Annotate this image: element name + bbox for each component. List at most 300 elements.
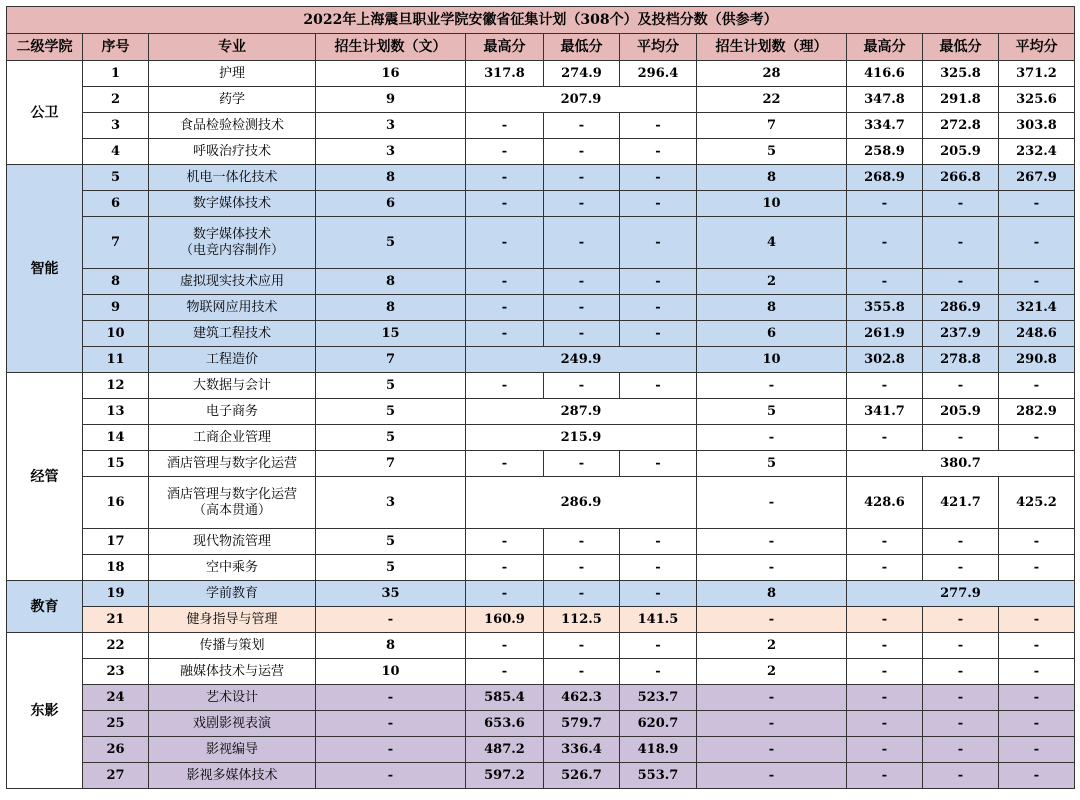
wen-avg-score: - [620, 659, 697, 685]
wen-avg-score: - [620, 295, 697, 321]
major-label: 现代物流管理 [192, 533, 271, 549]
major-name [149, 607, 316, 633]
plan-li: 2 [697, 269, 847, 295]
wen-avg-score: 523.7 [620, 685, 697, 711]
li-avg-score: 325.6 [999, 87, 1075, 113]
table-row [7, 113, 1075, 139]
major-label: 数字媒体技术 [192, 226, 271, 242]
table-row [7, 87, 1075, 113]
wen-score-merged: 207.9 [466, 87, 697, 113]
li-max-score: - [847, 191, 923, 217]
table-row [7, 61, 1075, 87]
plan-li: - [697, 529, 847, 555]
wen-avg-score: - [620, 113, 697, 139]
plan-li: 5 [697, 399, 847, 425]
major-name [149, 737, 316, 763]
plan-wen: 5 [316, 529, 466, 555]
li-max-score: - [847, 373, 923, 399]
major-name [149, 685, 316, 711]
plan-li: 22 [697, 87, 847, 113]
plan-li: 10 [697, 347, 847, 373]
plan-wen: - [316, 711, 466, 737]
plan-wen: 5 [316, 217, 466, 269]
li-min-score: 278.8 [923, 347, 999, 373]
table-row [7, 737, 1075, 763]
major-label: 影视多媒体技术 [186, 767, 278, 783]
wen-min-score: - [544, 165, 620, 191]
wen-avg-score: 296.4 [620, 61, 697, 87]
major-label: 融媒体技术与运营 [179, 663, 284, 679]
wen-score-merged: 215.9 [466, 425, 697, 451]
major-name [149, 191, 316, 217]
li-avg-score: - [999, 425, 1075, 451]
row-index: 4 [83, 139, 149, 165]
li-min-score: 272.8 [923, 113, 999, 139]
plan-li: 7 [697, 113, 847, 139]
header-plan-li: 招生计划数（理） [697, 34, 847, 61]
wen-score-merged: 286.9 [466, 477, 697, 529]
plan-wen: 3 [316, 477, 466, 529]
row-index: 2 [83, 87, 149, 113]
major-name [149, 451, 316, 477]
li-max-score: 302.8 [847, 347, 923, 373]
li-max-score: 428.6 [847, 477, 923, 529]
wen-max-score: - [466, 191, 544, 217]
wen-avg-score: - [620, 451, 697, 477]
major-name [149, 217, 316, 269]
college-name: 公卫 [7, 61, 83, 165]
header-plan-wen: 招生计划数（文） [316, 34, 466, 61]
plan-wen: - [316, 607, 466, 633]
plan-li: - [697, 711, 847, 737]
wen-avg-score: 418.9 [620, 737, 697, 763]
plan-li: 28 [697, 61, 847, 87]
li-max-score: 347.8 [847, 87, 923, 113]
major-name [149, 425, 316, 451]
wen-avg-score: - [620, 191, 697, 217]
major-name [149, 711, 316, 737]
row-index: 11 [83, 347, 149, 373]
li-max-score: - [847, 607, 923, 633]
wen-min-score: - [544, 451, 620, 477]
wen-avg-score: - [620, 373, 697, 399]
li-min-score: - [923, 555, 999, 581]
li-min-score: 237.9 [923, 321, 999, 347]
plan-wen: 7 [316, 451, 466, 477]
major-sublabel: （电竞内容制作） [179, 242, 284, 258]
li-min-score: - [923, 373, 999, 399]
wen-avg-score: - [620, 633, 697, 659]
plan-li: 8 [697, 295, 847, 321]
table-row [7, 607, 1075, 633]
wen-min-score: 112.5 [544, 607, 620, 633]
li-min-score: - [923, 685, 999, 711]
plan-wen: - [316, 737, 466, 763]
major-name [149, 555, 316, 581]
li-min-score: - [923, 763, 999, 789]
major-label: 电子商务 [205, 403, 258, 419]
table-row [7, 399, 1075, 425]
plan-li: - [697, 555, 847, 581]
plan-li: 8 [697, 165, 847, 191]
plan-wen: 5 [316, 399, 466, 425]
li-avg-score: 232.4 [999, 139, 1075, 165]
plan-wen: 9 [316, 87, 466, 113]
row-index: 5 [83, 165, 149, 191]
plan-li: 2 [697, 659, 847, 685]
wen-avg-score: - [620, 555, 697, 581]
major-name [149, 113, 316, 139]
row-index: 16 [83, 477, 149, 529]
major-label: 酒店管理与数字化运营 [166, 486, 297, 502]
li-min-score: 325.8 [923, 61, 999, 87]
table-row [7, 269, 1075, 295]
table-row [7, 425, 1075, 451]
row-index: 12 [83, 373, 149, 399]
li-min-score: - [923, 633, 999, 659]
table-row [7, 139, 1075, 165]
li-avg-score: - [999, 737, 1075, 763]
major-label: 工商企业管理 [192, 429, 271, 445]
li-avg-score: 425.2 [999, 477, 1075, 529]
li-max-score: - [847, 529, 923, 555]
table-row [7, 477, 1075, 529]
row-index: 22 [83, 633, 149, 659]
major-name [149, 581, 316, 607]
li-max-score: - [847, 763, 923, 789]
plan-li: 5 [697, 451, 847, 477]
li-avg-score: - [999, 607, 1075, 633]
table-row [7, 711, 1075, 737]
row-index: 1 [83, 61, 149, 87]
row-index: 18 [83, 555, 149, 581]
table-row [7, 685, 1075, 711]
row-index: 19 [83, 581, 149, 607]
li-max-score: - [847, 217, 923, 269]
li-min-score: 291.8 [923, 87, 999, 113]
table-row [7, 763, 1075, 789]
plan-wen: 15 [316, 321, 466, 347]
plan-li: 6 [697, 321, 847, 347]
plan-li: 4 [697, 217, 847, 269]
plan-wen: 8 [316, 633, 466, 659]
wen-min-score: 336.4 [544, 737, 620, 763]
li-min-score: 266.8 [923, 165, 999, 191]
li-min-score: - [923, 607, 999, 633]
li-min-score: 205.9 [923, 139, 999, 165]
college-name: 智能 [7, 165, 83, 373]
li-max-score: - [847, 711, 923, 737]
wen-max-score: - [466, 113, 544, 139]
li-avg-score: - [999, 659, 1075, 685]
li-avg-score: 321.4 [999, 295, 1075, 321]
row-index: 13 [83, 399, 149, 425]
header-min-wen: 最低分 [544, 34, 620, 61]
plan-li: 10 [697, 191, 847, 217]
wen-min-score: - [544, 217, 620, 269]
wen-min-score: - [544, 191, 620, 217]
li-min-score: - [923, 269, 999, 295]
plan-wen: 8 [316, 295, 466, 321]
table-row [7, 321, 1075, 347]
plan-li: 2 [697, 633, 847, 659]
header-min-li: 最低分 [923, 34, 999, 61]
plan-li: 5 [697, 139, 847, 165]
li-max-score: - [847, 269, 923, 295]
li-min-score: - [923, 217, 999, 269]
li-max-score: - [847, 425, 923, 451]
wen-max-score: - [466, 659, 544, 685]
plan-li: - [697, 373, 847, 399]
wen-score-merged: 287.9 [466, 399, 697, 425]
li-min-score: 286.9 [923, 295, 999, 321]
row-index: 27 [83, 763, 149, 789]
plan-wen: 3 [316, 113, 466, 139]
major-name [149, 321, 316, 347]
table-row [7, 295, 1075, 321]
li-max-score: 258.9 [847, 139, 923, 165]
major-name [149, 477, 316, 529]
major-label: 工程造价 [205, 351, 258, 367]
li-max-score: 355.8 [847, 295, 923, 321]
table-row [7, 347, 1075, 373]
plan-wen: 6 [316, 191, 466, 217]
li-score-merged: 380.7 [847, 451, 1075, 477]
table-row [7, 191, 1075, 217]
header-major: 专业 [149, 34, 316, 61]
major-name [149, 87, 316, 113]
plan-wen: 8 [316, 165, 466, 191]
wen-max-score: - [466, 451, 544, 477]
li-min-score: 205.9 [923, 399, 999, 425]
li-min-score: - [923, 191, 999, 217]
wen-min-score: - [544, 113, 620, 139]
wen-max-score: - [466, 165, 544, 191]
li-avg-score: - [999, 633, 1075, 659]
wen-avg-score: 620.7 [620, 711, 697, 737]
plan-li: - [697, 425, 847, 451]
table-row [7, 633, 1075, 659]
admission-score-table [6, 6, 1075, 789]
major-name [149, 139, 316, 165]
wen-avg-score: - [620, 165, 697, 191]
header-max-wen: 最高分 [466, 34, 544, 61]
table-row [7, 555, 1075, 581]
major-name [149, 529, 316, 555]
li-min-score: 421.7 [923, 477, 999, 529]
li-avg-score: 303.8 [999, 113, 1075, 139]
plan-wen: - [316, 685, 466, 711]
li-avg-score: - [999, 763, 1075, 789]
major-label: 机电一体化技术 [186, 169, 278, 185]
wen-min-score: - [544, 321, 620, 347]
major-name [149, 659, 316, 685]
wen-min-score: - [544, 139, 620, 165]
college-name: 教育 [7, 581, 83, 633]
wen-avg-score: - [620, 581, 697, 607]
row-index: 21 [83, 607, 149, 633]
plan-li: - [697, 607, 847, 633]
wen-max-score: - [466, 139, 544, 165]
wen-min-score: - [544, 373, 620, 399]
major-name [149, 373, 316, 399]
plan-wen: 5 [316, 425, 466, 451]
row-index: 15 [83, 451, 149, 477]
college-name: 东影 [7, 633, 83, 789]
li-avg-score: 290.8 [999, 347, 1075, 373]
major-label: 虚拟现实技术应用 [179, 273, 284, 289]
major-sublabel: （高本贯通） [192, 502, 271, 518]
wen-avg-score: - [620, 139, 697, 165]
row-index: 17 [83, 529, 149, 555]
plan-li: - [697, 477, 847, 529]
major-name [149, 61, 316, 87]
li-avg-score: 282.9 [999, 399, 1075, 425]
wen-min-score: 579.7 [544, 711, 620, 737]
major-name [149, 165, 316, 191]
major-label: 艺术设计 [205, 689, 258, 705]
major-label: 学前教育 [205, 585, 258, 601]
li-min-score: - [923, 711, 999, 737]
li-max-score: 416.6 [847, 61, 923, 87]
li-avg-score: - [999, 269, 1075, 295]
li-score-merged: 277.9 [847, 581, 1075, 607]
major-label: 酒店管理与数字化运营 [166, 455, 297, 471]
wen-min-score: - [544, 659, 620, 685]
row-index: 8 [83, 269, 149, 295]
wen-max-score: 585.4 [466, 685, 544, 711]
li-avg-score: - [999, 529, 1075, 555]
wen-avg-score: - [620, 321, 697, 347]
wen-max-score: 597.2 [466, 763, 544, 789]
wen-max-score: - [466, 269, 544, 295]
li-avg-score: - [999, 191, 1075, 217]
wen-max-score: - [466, 529, 544, 555]
row-index: 7 [83, 217, 149, 269]
wen-min-score: 274.9 [544, 61, 620, 87]
plan-li: 8 [697, 581, 847, 607]
wen-max-score: - [466, 373, 544, 399]
wen-min-score: - [544, 295, 620, 321]
li-max-score: 261.9 [847, 321, 923, 347]
major-label: 呼吸治疗技术 [192, 143, 271, 159]
major-label: 护理 [218, 65, 245, 81]
wen-avg-score: 553.7 [620, 763, 697, 789]
li-min-score: - [923, 425, 999, 451]
major-name [149, 347, 316, 373]
li-avg-score: 371.2 [999, 61, 1075, 87]
wen-max-score: 160.9 [466, 607, 544, 633]
wen-max-score: 487.2 [466, 737, 544, 763]
plan-wen: 5 [316, 373, 466, 399]
wen-avg-score: - [620, 269, 697, 295]
plan-wen: 10 [316, 659, 466, 685]
row-index: 14 [83, 425, 149, 451]
wen-min-score: 462.3 [544, 685, 620, 711]
major-label: 建筑工程技术 [192, 325, 271, 341]
header-avg-wen: 平均分 [620, 34, 697, 61]
major-label: 数字媒体技术 [192, 195, 271, 211]
table-row [7, 451, 1075, 477]
li-max-score: - [847, 737, 923, 763]
li-min-score: - [923, 529, 999, 555]
row-index: 26 [83, 737, 149, 763]
plan-wen: 5 [316, 555, 466, 581]
wen-max-score: 653.6 [466, 711, 544, 737]
header-max-li: 最高分 [847, 34, 923, 61]
major-label: 大数据与会计 [192, 377, 271, 393]
row-index: 9 [83, 295, 149, 321]
wen-avg-score: - [620, 217, 697, 269]
row-index: 6 [83, 191, 149, 217]
table-row [7, 217, 1075, 269]
li-min-score: - [923, 737, 999, 763]
major-name [149, 269, 316, 295]
table-row [7, 373, 1075, 399]
plan-wen: - [316, 763, 466, 789]
major-label: 食品检验检测技术 [179, 117, 284, 133]
plan-li: - [697, 685, 847, 711]
wen-score-merged: 249.9 [466, 347, 697, 373]
li-max-score: 268.9 [847, 165, 923, 191]
table-row [7, 529, 1075, 555]
plan-wen: 8 [316, 269, 466, 295]
li-avg-score: - [999, 711, 1075, 737]
wen-min-score: - [544, 555, 620, 581]
wen-avg-score: 141.5 [620, 607, 697, 633]
major-name [149, 295, 316, 321]
major-label: 健身指导与管理 [186, 611, 278, 627]
table-row [7, 659, 1075, 685]
li-max-score: - [847, 659, 923, 685]
major-label: 传播与策划 [199, 637, 265, 653]
li-avg-score: - [999, 685, 1075, 711]
li-avg-score: 248.6 [999, 321, 1075, 347]
major-name [149, 399, 316, 425]
plan-wen: 3 [316, 139, 466, 165]
wen-min-score: - [544, 529, 620, 555]
header-college: 二级学院 [7, 34, 83, 61]
college-name: 经管 [7, 373, 83, 581]
li-avg-score: - [999, 373, 1075, 399]
plan-wen: 7 [316, 347, 466, 373]
major-label: 影视编导 [205, 741, 258, 757]
wen-avg-score: - [620, 529, 697, 555]
li-min-score: - [923, 659, 999, 685]
wen-max-score: - [466, 217, 544, 269]
li-max-score: - [847, 555, 923, 581]
li-avg-score: - [999, 217, 1075, 269]
li-max-score: - [847, 685, 923, 711]
wen-max-score: 317.8 [466, 61, 544, 87]
plan-li: - [697, 737, 847, 763]
wen-max-score: - [466, 581, 544, 607]
li-max-score: 334.7 [847, 113, 923, 139]
row-index: 23 [83, 659, 149, 685]
li-avg-score: - [999, 555, 1075, 581]
wen-min-score: 526.7 [544, 763, 620, 789]
plan-wen: 35 [316, 581, 466, 607]
wen-max-score: - [466, 633, 544, 659]
wen-max-score: - [466, 555, 544, 581]
major-label: 物联网应用技术 [186, 299, 278, 315]
row-index: 25 [83, 711, 149, 737]
wen-min-score: - [544, 269, 620, 295]
major-label: 戏剧影视表演 [192, 715, 271, 731]
major-label: 药学 [218, 91, 245, 107]
row-index: 10 [83, 321, 149, 347]
major-name [149, 633, 316, 659]
